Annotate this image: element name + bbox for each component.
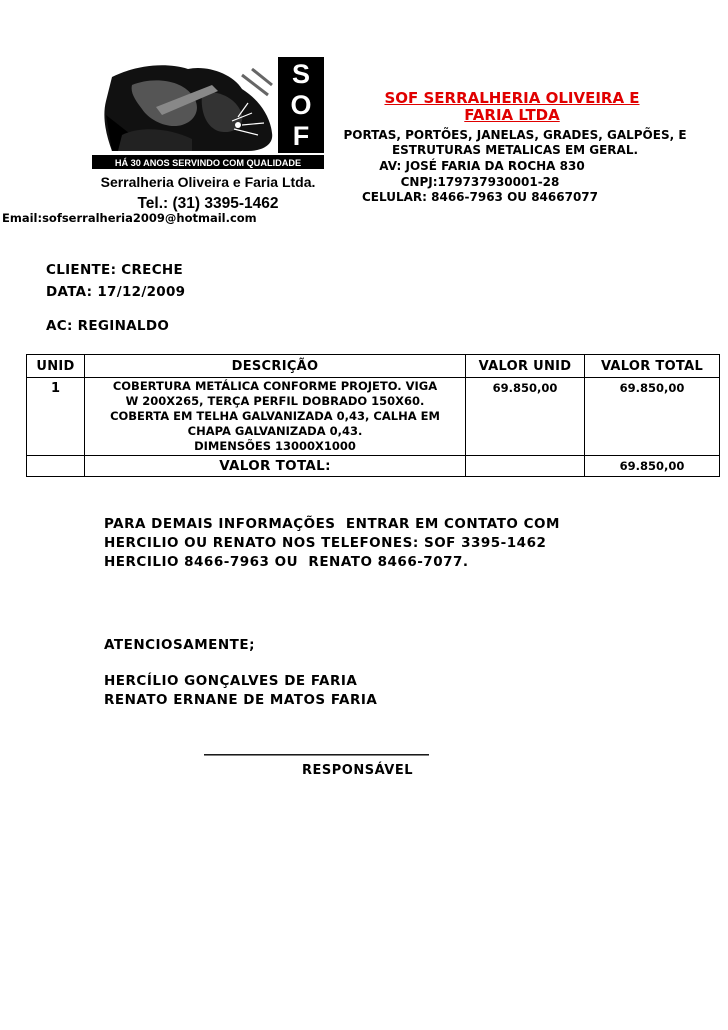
- table-row: [27, 378, 720, 456]
- header-valor-total: VALOR TOTAL: [585, 355, 720, 378]
- company-name: [342, 90, 682, 124]
- contact-line-1: PARA DEMAIS INFORMAÇÕES ENTRAR EM CONTATO COM: [104, 516, 560, 532]
- responsible-label: RESPONSÁVEL: [302, 763, 413, 778]
- signature-line: ______________________________: [204, 738, 429, 756]
- signer-name: HERCÍLIO GONÇALVES DE FARIA: [104, 673, 358, 689]
- row-description-line: DIMENSÕES 13000X1000: [194, 439, 356, 453]
- row-description-line: COBERTURA METÁLICA CONFORME PROJETO. VIGA: [112, 379, 438, 393]
- services-line-1: PORTAS, PORTÕES, JANELAS, GRADES, GALPÕES, E: [343, 128, 687, 142]
- company-logo: [92, 55, 326, 213]
- company-cnpj: CNPJ:179737930001-28: [400, 175, 560, 189]
- total-value: 69.850,00: [585, 456, 720, 477]
- contact-line-2: HERCILIO OU RENATO NOS TELEFONES: SOF 3395-1462: [104, 535, 547, 551]
- client-name: CLIENTE: CRECHE: [46, 262, 184, 278]
- row-valor-unid: 69.850,00: [466, 378, 585, 456]
- welder-illustration: [104, 65, 272, 151]
- logo-letter-s: S: [291, 59, 311, 89]
- contact-paragraph: [104, 515, 560, 572]
- logo-letter-o: O: [290, 90, 312, 120]
- company-name-line-2: FARIA LTDA: [464, 106, 560, 124]
- table-header-row: [27, 355, 720, 378]
- logo-letter-f: F: [292, 121, 310, 151]
- header-unid: UNID: [27, 355, 85, 378]
- total-empty-cell: [27, 456, 85, 477]
- table-total-row: [27, 456, 720, 477]
- row-description-line: CHAPA GALVANIZADA 0,43.: [187, 424, 363, 438]
- contact-line-3: HERCILIO 8466-7963 OU RENATO 8466-7077.: [104, 554, 469, 570]
- logo-company-text: Serralheria Oliveira e Faria Ltda.: [100, 174, 316, 190]
- total-empty-cell: [466, 456, 585, 477]
- services-line-2: ESTRUTURAS METALICAS EM GERAL.: [391, 143, 639, 157]
- attention-contact: AC: REGINALDO: [46, 318, 170, 334]
- company-cellphone: CELULAR: 8466-7963 OU 84667077: [362, 190, 598, 204]
- row-description: [85, 378, 466, 456]
- company-name-line-1: SOF SERRALHERIA OLIVEIRA E: [384, 89, 640, 107]
- signers: [104, 672, 377, 710]
- row-description-line: W 200X265, TERÇA PERFIL DOBRADO 150X60.: [125, 394, 425, 408]
- logo-banner-text: HÁ 30 ANOS SERVINDO COM QUALIDADE: [114, 158, 302, 168]
- signer-name: RENATO ERNANE DE MATOS FARIA: [104, 692, 378, 708]
- regards-text: ATENCIOSAMENTE;: [104, 637, 255, 653]
- services-description: [340, 128, 690, 158]
- row-unid: 1: [27, 378, 85, 456]
- company-email: Email:sofserralheria2009@hotmail.com: [2, 211, 257, 225]
- total-label: VALOR TOTAL:: [85, 456, 466, 477]
- header-valor-unid: VALOR UNID: [466, 355, 585, 378]
- quote-table: [26, 354, 720, 477]
- row-valor-total: 69.850,00: [585, 378, 720, 456]
- welder-logo-graphic: [92, 55, 326, 213]
- quote-date: DATA: 17/12/2009: [46, 284, 186, 300]
- row-description-line: COBERTA EM TELHA GALVANIZADA 0,43, CALHA EM: [110, 409, 440, 423]
- company-address: AV: JOSÉ FARIA DA ROCHA 830: [379, 159, 585, 173]
- header-descricao: DESCRIÇÃO: [85, 355, 466, 378]
- logo-phone-text: Tel.: (31) 3395-1462: [137, 195, 279, 212]
